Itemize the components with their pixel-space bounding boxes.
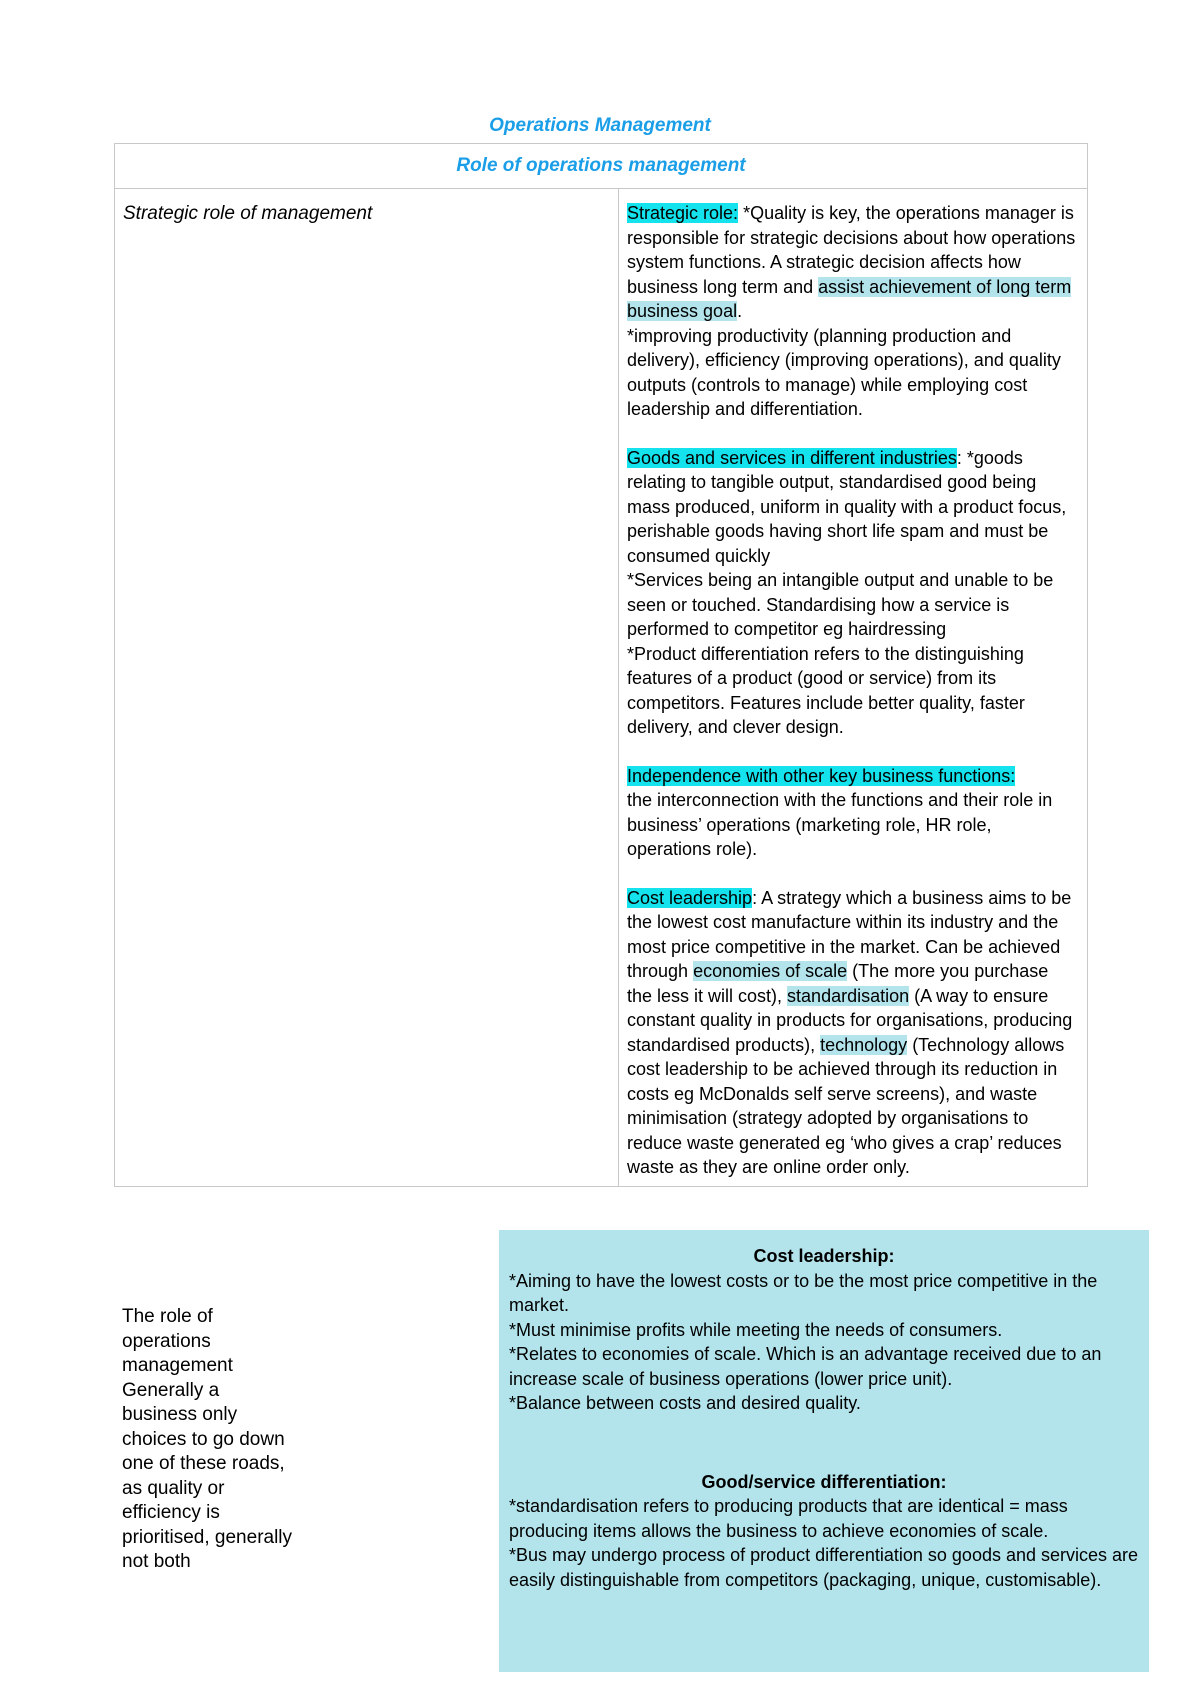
paragraph-text: : *goods relating to tangible output, standardised good being mass produced, uniform in quality with a product focus, perishable goods having short life spam and must be consumed quickly *Services being an intangible output and unable to be seen or touched. Standardising how a service is performed to competitor eg hairdressing *Product differentiation refers to the distinguishing features of a product (good or service) from its competitors. Features include better quality, faster delivery, and clever design. <box>627 447 1067 737</box>
cost-leadership-heading: Cost leadership: <box>753 1246 895 1266</box>
paragraph-strategic-role <box>627 201 1077 422</box>
table-header-row <box>115 144 1088 189</box>
paragraph-independence <box>627 764 1077 862</box>
side-note-line: The role of <box>122 1306 213 1327</box>
topic-label: Strategic role of management <box>115 189 619 1187</box>
spacer <box>509 1416 1139 1470</box>
topic-notes <box>619 189 1088 1187</box>
side-note-line: efficiency is <box>122 1502 220 1523</box>
side-note <box>122 1305 342 1575</box>
highlight-goods-services: Goods and services in different industries <box>627 447 957 468</box>
section-heading: Role of operations management <box>115 144 1088 189</box>
document-title: Operations Management <box>489 115 711 136</box>
highlight-standardisation: standardisation <box>787 985 910 1006</box>
highlight-assist-goal: assist achievement of long term business goal <box>627 276 1072 321</box>
differentiation-point: *Bus may undergo process of product differentiation so goods and services are easily distinguishable from competitors (packaging, unique, customisable). <box>509 1545 1139 1590</box>
highlight-technology: technology <box>820 1034 908 1055</box>
table-row <box>115 189 1088 1187</box>
highlight-strategic-role: Strategic role: <box>627 203 739 223</box>
paragraph-cost-leadership <box>627 886 1077 1180</box>
cost-leadership-point: *Relates to economies of scale. Which is an advantage received due to an increase scale of business operations (lower price unit). <box>509 1344 1102 1389</box>
highlight-economies-of-scale: economies of scale <box>693 961 848 981</box>
side-note-line: as quality or <box>122 1477 225 1499</box>
cost-leadership-point: *Must minimise profits while meeting the needs of consumers. <box>509 1319 1003 1340</box>
side-note-line: choices to go down <box>122 1428 285 1450</box>
paragraph-text: the interconnection with the functions and their role in business’ operations (marketing role, HR role, operations role). <box>627 790 1053 859</box>
highlight-cost-leadership: Cost leadership <box>627 887 753 908</box>
differentiation-point: *standardisation refers to producing products that are identical = mass producing items allows the business to achieve economies of scale. <box>509 1496 1068 1541</box>
summary-box <box>499 1230 1149 1672</box>
side-note-line: management <box>122 1355 233 1376</box>
paragraph-goods-services <box>627 446 1077 740</box>
paragraph-text: (Technology allows cost leadership to be achieved through its reduction in costs eg McDonalds self serve screens), and waste minimisation (strategy adopted by organisations to reduce waste generated eg ‘who gives a crap’ reduces waste as they are online order only. <box>627 1034 1065 1177</box>
side-note-line: one of these roads, <box>122 1453 285 1474</box>
paragraph-text: : A strategy which a business aims to be the lowest cost manufacture within its industry and the most price competitive in the market. Can be achieved through <box>627 887 1072 981</box>
differentiation-heading: Good/service differentiation: <box>701 1471 947 1492</box>
side-note-line: Generally a <box>122 1379 220 1401</box>
paragraph-text: *Quality is key, the operations manager is responsible for strategic decisions about how operations system functions. A strategic decision affects how business long term and <box>627 203 1076 297</box>
highlight-independence: Independence with other key business functions: <box>627 765 1016 786</box>
side-note-line: business only <box>122 1404 238 1425</box>
cost-leadership-point: *Balance between costs and desired quality. <box>509 1393 861 1413</box>
side-note-line: prioritised, generally <box>122 1526 293 1548</box>
paragraph-text: (A way to ensure constant quality in products for organisations, producing standardised products), <box>627 985 1073 1055</box>
paragraph-text: (The more you purchase the less it will cost), <box>627 961 1049 1006</box>
paragraph-text: . *improving productivity (planning production and delivery), efficiency (improving operations), and quality outputs (controls to manage) while employing cost leadership and differentiation. <box>627 301 1061 419</box>
side-note-line: operations <box>122 1330 211 1352</box>
notes-table <box>114 143 1088 1187</box>
cost-leadership-point: *Aiming to have the lowest costs or to be the most price competitive in the market. <box>509 1270 1098 1315</box>
side-note-line: not both <box>122 1551 191 1572</box>
